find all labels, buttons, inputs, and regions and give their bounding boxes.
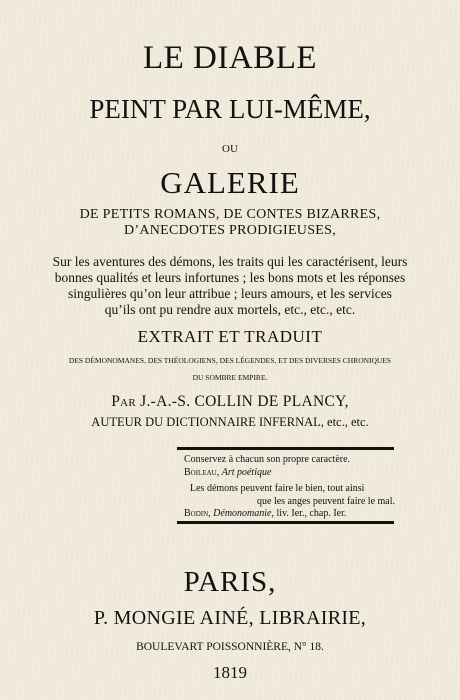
epigraph-2-author: Bodin,: [184, 508, 211, 519]
epigraph-2-reference: , liv. Ier., chap. Ier.: [271, 508, 347, 519]
description-line: bonnes qualités et leurs infortunes ; les bons mots et les réponses: [54, 270, 406, 285]
epigraphs: [170, 454, 401, 521]
subtitle-line-2: D’ANECDOTES PRODIGIEUSES,: [123, 223, 337, 238]
sources-line-2: DU SOMBRE EMPIRE.: [192, 373, 268, 382]
description-line: singulières qu’on leur attribue ; leurs amours, et les services: [68, 286, 392, 301]
subtitle-line-1: DE PETITS ROMANS, DE CONTES BIZARRES,: [79, 207, 381, 222]
imprint-address: BOULEVART POISSONNIÈRE, N° 18.: [136, 641, 324, 653]
conjunction-ou: OU: [222, 143, 238, 155]
subtitle: [0, 207, 460, 239]
imprint-city: PARIS,: [183, 566, 277, 598]
title-line-1: LE DIABLE: [142, 40, 318, 76]
epigraph-2-work: Démonomanie: [213, 508, 272, 519]
imprint-publisher: P. MONGIE AINÉ, LIBRAIRIE,: [93, 607, 367, 629]
imprint-year: 1819: [213, 663, 247, 682]
epigraph-2-attribution: [170, 508, 401, 521]
epigraph-1-text: Conservez à chacun son propre caractère.: [184, 454, 351, 465]
description-line: qu’ils ont pu rendre aux mortels, etc., etc., etc.: [104, 302, 356, 317]
description-line: Sur les aventures des démons, les traits qui les caractérisent, leurs: [52, 254, 408, 269]
sources-line-1: DES DÉMONOMANES, DES THÉOLOGIENS, DES LÉGENDES, ET DES DIVERSES CHRONIQUES: [68, 356, 392, 365]
title-line-2: PEINT PAR LUI-MÊME,: [89, 94, 371, 124]
extrait-heading: EXTRAIT ET TRADUIT: [137, 327, 323, 346]
title-galerie: GALERIE: [160, 165, 300, 200]
author-title: AUTEUR DU DICTIONNAIRE INFERNAL, etc., etc.: [91, 415, 369, 429]
epigraph-2-line-1: Les démons peuvent faire le bien, tout ainsi: [190, 483, 365, 494]
epigraph-top-rule: [177, 447, 394, 450]
epigraph-2-line-2: que les anges peuvent faire le mal.: [257, 495, 395, 507]
author-line: Par J.-A.-S. COLLIN DE PLANCY,: [111, 393, 349, 410]
sources: [0, 352, 460, 386]
epigraph-1-work: Art poétique: [221, 466, 272, 478]
description-paragraph: [0, 254, 460, 318]
epigraph-1-author: Boileau,: [184, 466, 220, 478]
epigraph-bottom-rule: [177, 521, 394, 524]
epigraph-1-attribution: [170, 467, 401, 480]
